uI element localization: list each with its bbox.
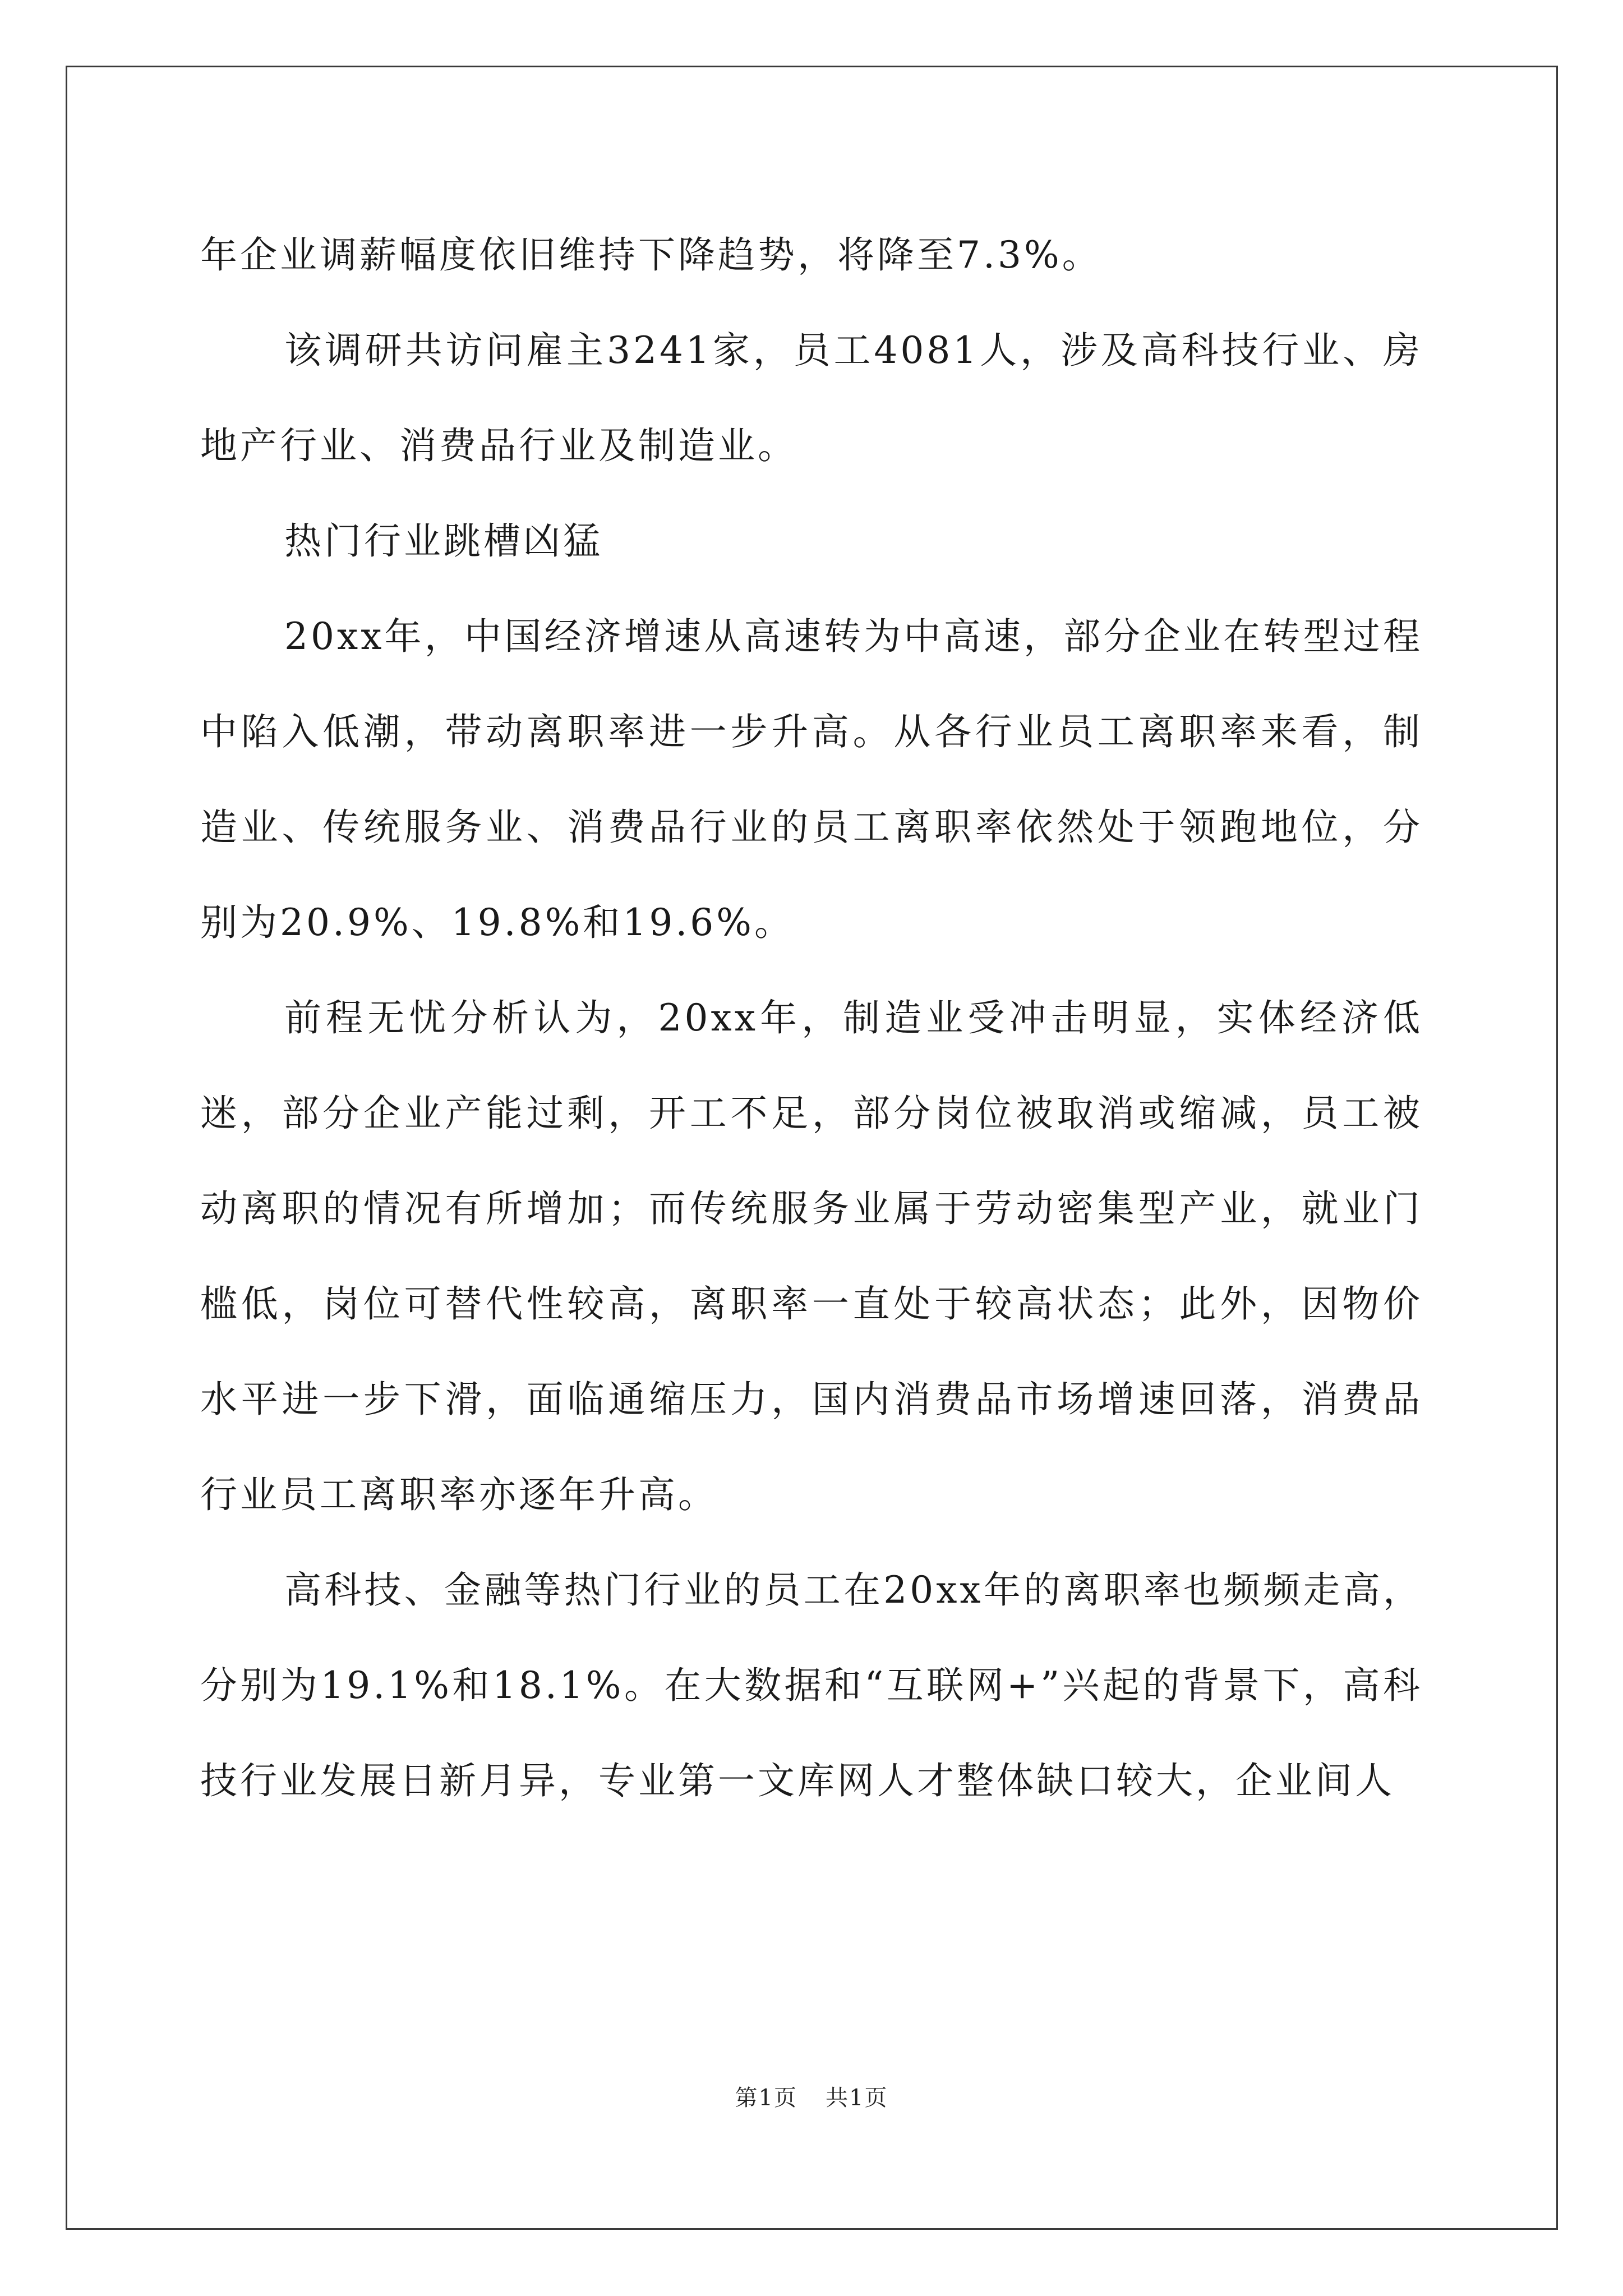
paragraph: 高科技、金融等热门行业的员工在20xx年的离职率也频频走高，分别为19.1%和18.1%。在大数据和“互联网+”兴起的背景下，高科技行业发展日新月异，专业第一文库网人才整体缺口较大，企业间人: [200, 1568, 1423, 1802]
page-number: 第1页: [735, 2085, 797, 2111]
paragraph: 该调研共访问雇主3241家，员工4081人，涉及高科技行业、房地产行业、消费品行业及制造业。: [200, 329, 1423, 467]
document-body: [200, 208, 1423, 1829]
page-total: 共1页: [826, 2085, 888, 2111]
page-footer: [0, 2080, 1623, 2112]
paragraph: 20xx年，中国经济增速从高速转为中高速，部分企业在转型过程中陷入低潮，带动离职率进一步升高。从各行业员工离职率来看，制造业、传统服务业、消费品行业的员工离职率依然处于领跑地位，分别为20.9%、19.8%和19.6%。: [200, 615, 1423, 944]
paragraph: 年企业调薪幅度依旧维持下降趋势，将降至7.3%。: [200, 233, 1102, 277]
paragraph: 前程无忧分析认为，20xx年，制造业受冲击明显，实体经济低迷，部分企业产能过剩，开工不足，部分岗位被取消或缩减，员工被动离职的情况有所增加；而传统服务业属于劳动密集型产业，就业门槛低，岗位可替代性较高，离职率一直处于较高状态；此外，因物价水平进一步下滑，面临通缩压力，国内消费品市场增速回落，消费品行业员工离职率亦逐年升高。: [200, 996, 1423, 1516]
section-heading: 热门行业跳槽凶猛: [284, 519, 603, 563]
